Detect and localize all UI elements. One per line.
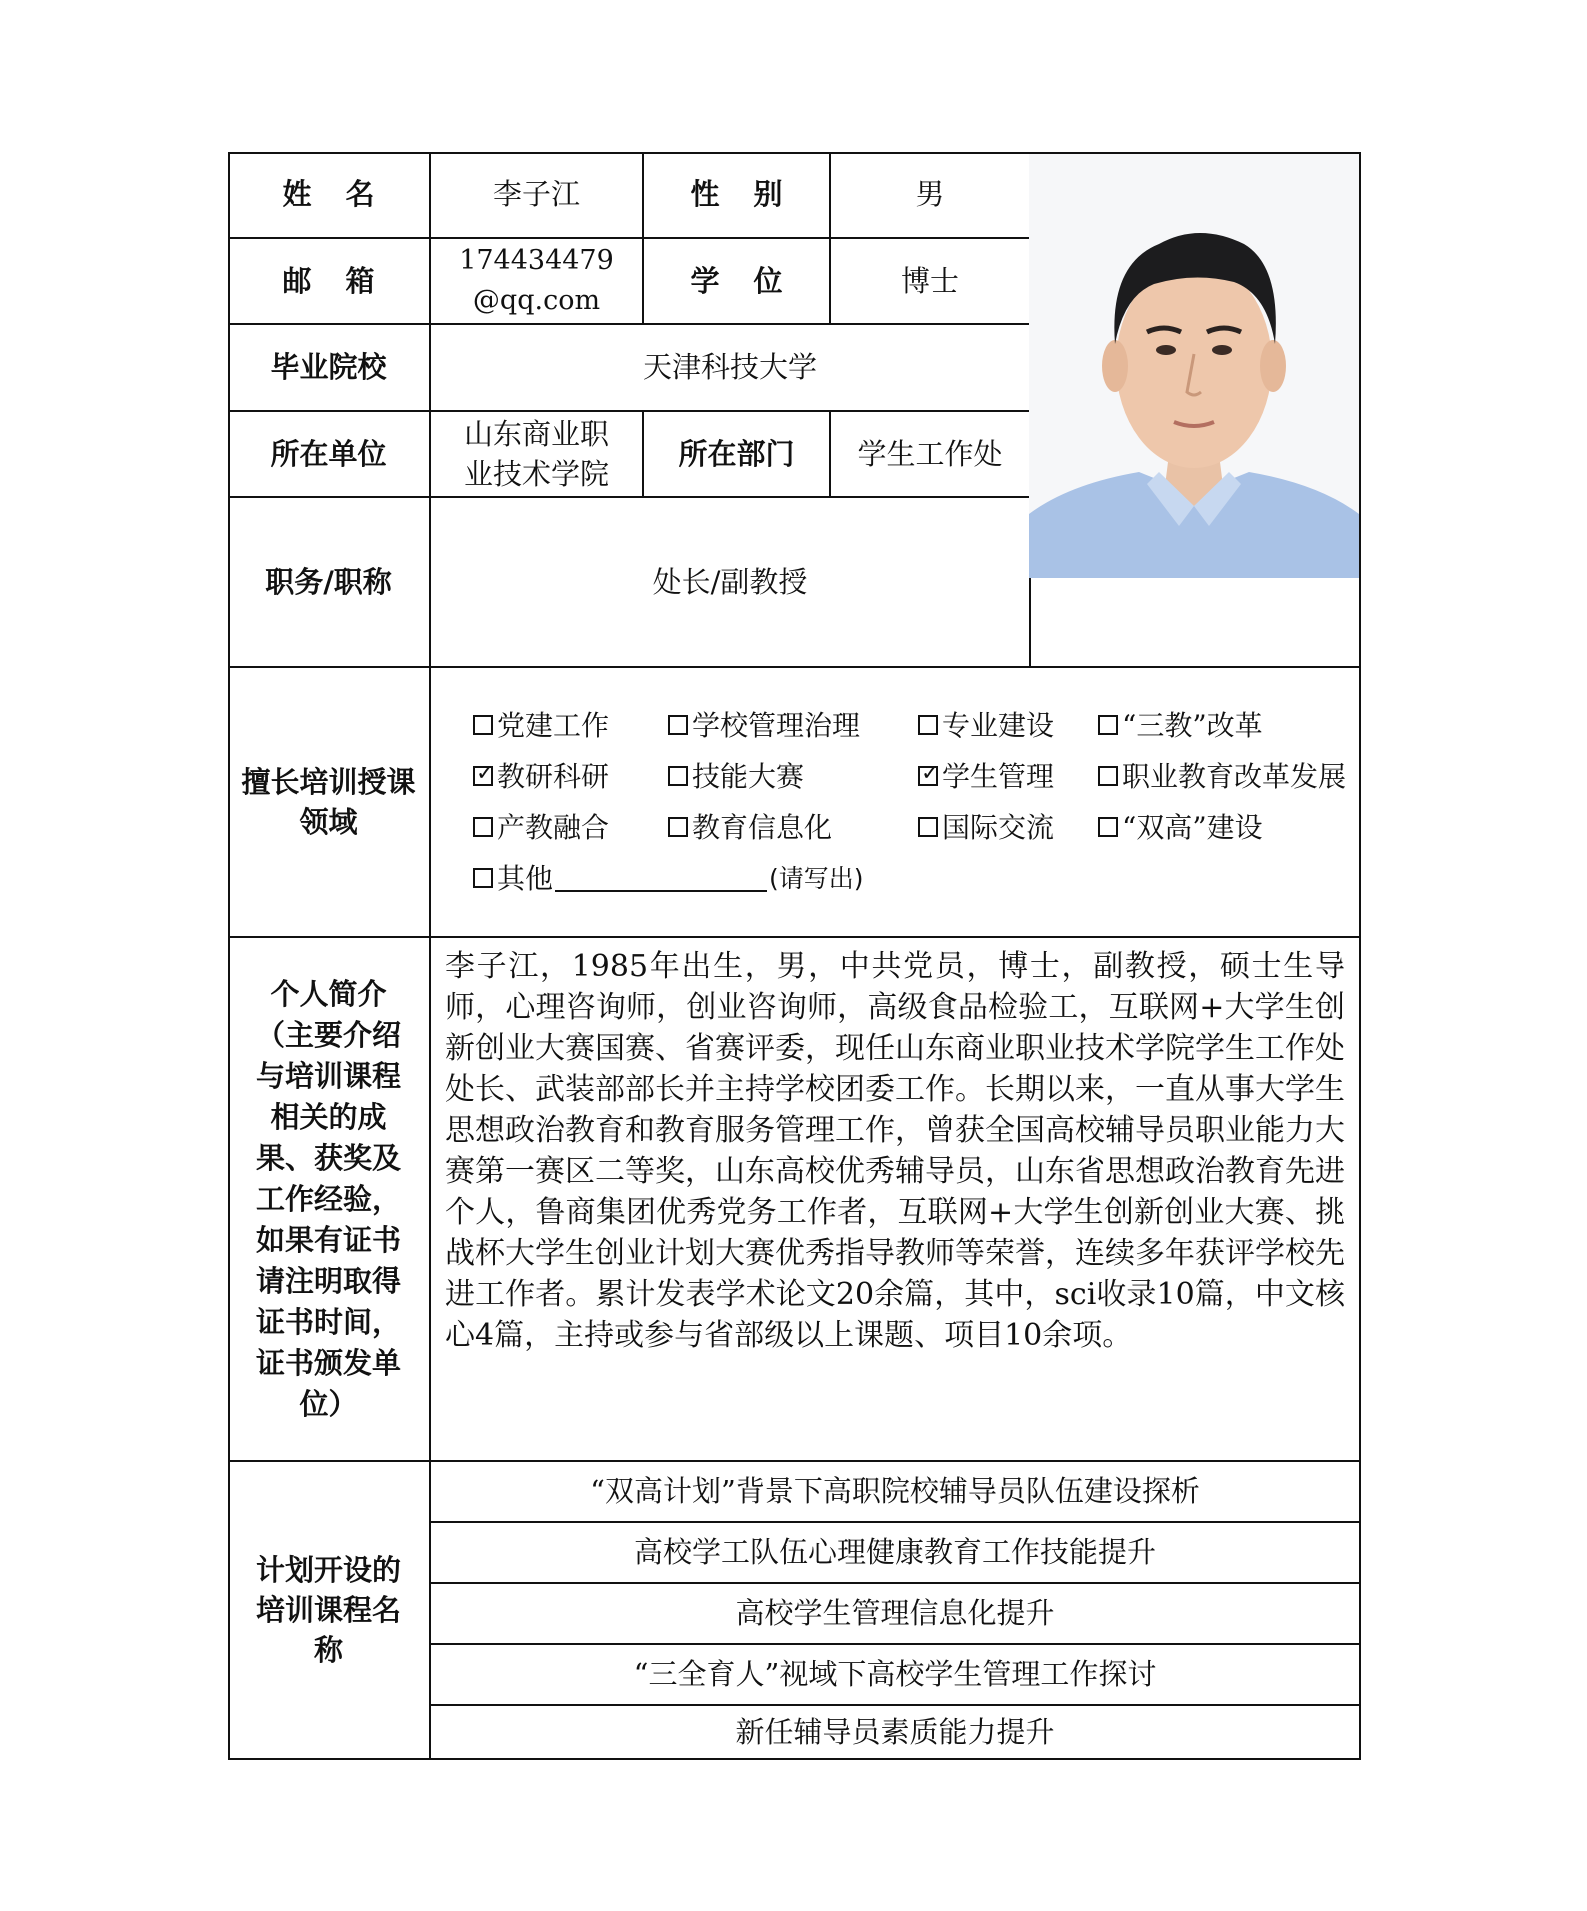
courses-label: 计划开设的培训课程名称 — [228, 1462, 431, 1760]
checkbox-icon[interactable] — [1098, 817, 1118, 837]
checkbox-icon[interactable] — [918, 715, 938, 735]
specialty-option[interactable] — [1098, 810, 1348, 845]
course-item: 高校学生管理信息化提升 — [431, 1584, 1361, 1645]
specialty-options — [473, 708, 1348, 845]
department-value: 学生工作处 — [831, 412, 1031, 498]
portrait-image — [1029, 154, 1359, 578]
specialty-option-label: 党建工作 — [497, 709, 610, 742]
school-value: 天津科技大学 — [431, 325, 1031, 412]
gender-label: 性别 — [644, 152, 831, 239]
checkbox-icon[interactable] — [1098, 766, 1118, 786]
specialty-option[interactable] — [473, 810, 668, 845]
checkbox-icon[interactable] — [473, 868, 493, 888]
checkbox-icon[interactable] — [668, 715, 688, 735]
degree-value: 博士 — [831, 239, 1031, 325]
degree-label: 学位 — [644, 239, 831, 325]
checkbox-icon[interactable] — [668, 766, 688, 786]
course-item: “三全育人”视域下高校学生管理工作探讨 — [431, 1645, 1361, 1706]
specialty-option[interactable] — [473, 759, 668, 794]
checked-checkbox-icon[interactable] — [473, 766, 493, 786]
specialty-label: 擅长培训授课领域 — [228, 668, 431, 938]
other-write-in-line[interactable] — [555, 866, 767, 892]
email-label: 邮箱 — [228, 239, 431, 325]
specialty-option[interactable] — [668, 810, 918, 845]
specialty-option[interactable] — [918, 759, 1098, 794]
specialty-option-other[interactable]: 其他 (请写出) — [473, 861, 1348, 896]
position-label: 职务/职称 — [228, 498, 431, 668]
checkbox-icon[interactable] — [473, 817, 493, 837]
school-label: 毕业院校 — [228, 325, 431, 412]
course-item: “双高计划”背景下高职院校辅导员队伍建设探析 — [431, 1462, 1361, 1523]
course-item: 高校学工队伍心理健康教育工作技能提升 — [431, 1523, 1361, 1584]
checkbox-icon[interactable] — [918, 817, 938, 837]
specialty-option[interactable] — [918, 708, 1098, 743]
name-value: 李子江 — [431, 152, 644, 239]
specialty-option-label: 职业教育改革发展 — [1122, 760, 1347, 793]
department-label: 所在部门 — [644, 412, 831, 498]
specialty-option-label: “三教”改革 — [1122, 709, 1263, 742]
specialty-option-label: 学生管理 — [942, 760, 1055, 793]
specialty-option[interactable] — [668, 759, 918, 794]
specialty-option-label: 国际交流 — [942, 811, 1055, 844]
course-item: 新任辅导员素质能力提升 — [431, 1706, 1361, 1760]
specialty-option-label: 教育信息化 — [692, 811, 833, 844]
position-value: 处长/副教授 — [431, 498, 1031, 668]
bio-text: 李子江，1985年出生，男，中共党员，博士，副教授，硕士生导师，心理咨询师，创业咨询师，高级食品检验工，互联网+大学生创新创业大赛国赛、省赛评委，现任山东商业职业技术学院学生工作处处长、武装部部长并主持学校团委工作。长期以来，一直从事大学生思想政治教育和教育服务管理工作，曾获全国高校辅导员职业能力大赛第一赛区二等奖，山东高校优秀辅导员，山东省思想政治教育先进个人，鲁商集团优秀党务工作者，互联网+大学生创新创业大赛、挑战杯大学生创业计划大赛优秀指导教师等荣誉，连续多年获评学校先进工作者。累计发表学术论文20余篇，其中，sci收录10篇，中文核心4篇，主持或参与省部级以上课题、项目10余项。 — [431, 938, 1361, 1462]
email-line-2: @qq.com — [472, 285, 601, 316]
specialty-option-label: 学校管理治理 — [692, 709, 861, 742]
checkbox-icon[interactable] — [668, 817, 688, 837]
specialty-option[interactable] — [1098, 708, 1348, 743]
checked-checkbox-icon[interactable] — [918, 766, 938, 786]
unit-value: 山东商业职业技术学院 — [431, 412, 644, 498]
email-value — [431, 239, 644, 325]
name-label: 姓名 — [228, 152, 431, 239]
specialty-option[interactable] — [668, 708, 918, 743]
specialty-option-label: 技能大赛 — [692, 760, 805, 793]
bio-label: 个人简介（主要介绍与培训课程相关的成果、获奖及工作经验，如果有证书请注明取得证书时间，证书颁发单位） — [228, 938, 431, 1462]
specialty-option-label: 专业建设 — [942, 709, 1055, 742]
specialty-option[interactable] — [918, 810, 1098, 845]
specialty-option-label: 教研科研 — [497, 760, 610, 793]
specialty-option-label: 产教融合 — [497, 811, 610, 844]
specialty-option-label: “双高”建设 — [1122, 811, 1263, 844]
checkbox-icon[interactable] — [473, 715, 493, 735]
gender-value: 男 — [831, 152, 1031, 239]
specialty-cell — [431, 668, 1361, 938]
specialty-option[interactable] — [1098, 759, 1348, 794]
profile-form — [228, 152, 1361, 1760]
profile-photo — [1029, 154, 1359, 578]
specialty-option[interactable] — [473, 708, 668, 743]
checkbox-icon[interactable] — [1098, 715, 1118, 735]
unit-label: 所在单位 — [228, 412, 431, 498]
email-line-1: 174434479 — [459, 245, 614, 276]
